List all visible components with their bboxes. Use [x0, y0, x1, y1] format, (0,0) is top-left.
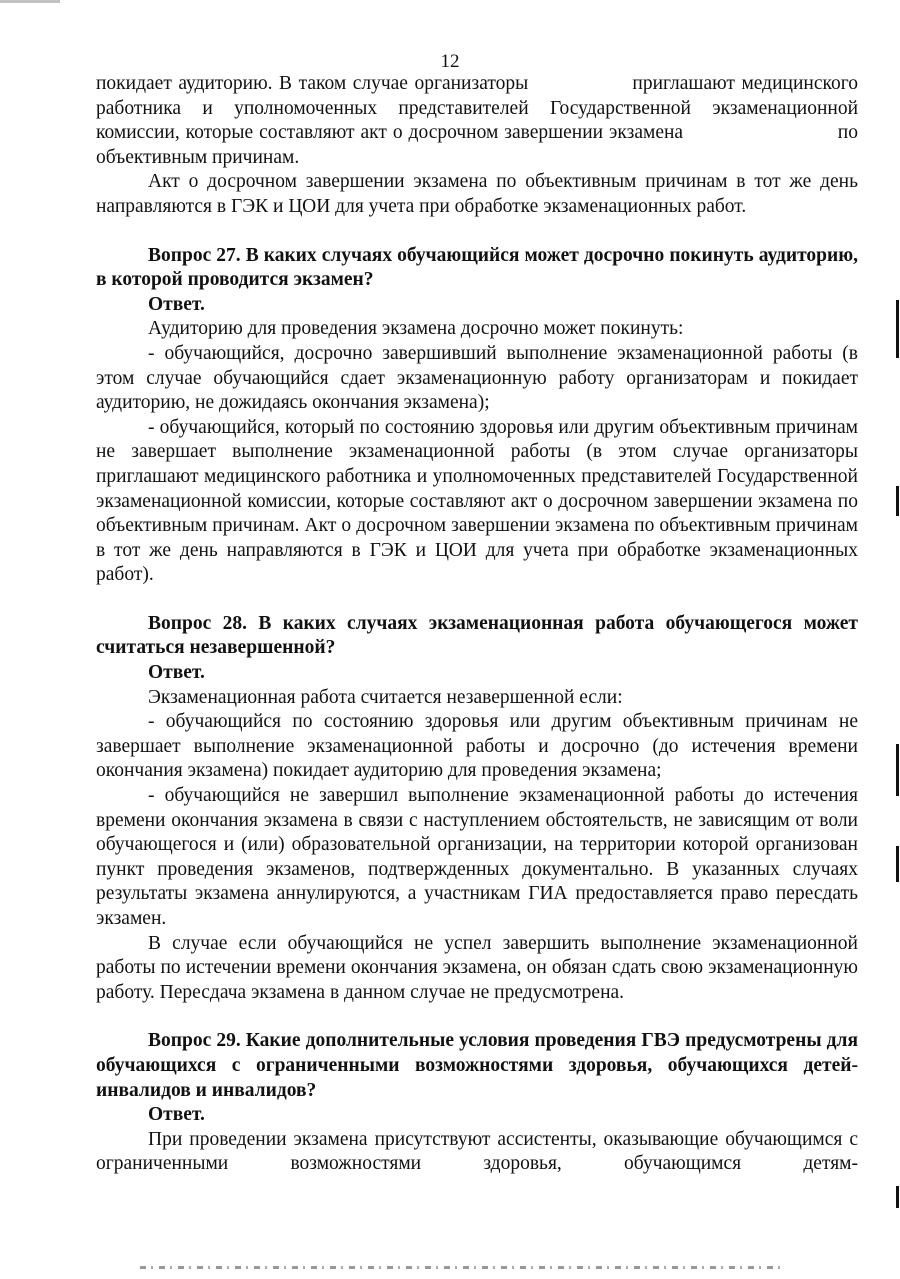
scan-edge-mark: [896, 744, 899, 796]
paragraph-gap: [96, 220, 858, 244]
paragraph: Акт о досрочном завершении экзамена по объективным причинам в тот же день направляются в ГЭК и ЦОИ для учета при обработке экзаменационных работ.: [96, 171, 863, 217]
page-number: 12: [440, 51, 460, 72]
section-heading: Ответ.: [148, 662, 205, 684]
paragraph-gap: [96, 1005, 858, 1029]
section-heading: Вопрос 29. Какие дополнительные условия проведения ГВЭ предусмотрены для обучающихся с ограниченными возможностями здоровья, обучающихся детей-инвалидов и инвалидов?: [96, 1030, 863, 1101]
paragraph: Экзаменационная работа считается незавершенной если:: [148, 686, 623, 708]
paragraph: При проведении экзамена присутствуют ассистенты, оказывающие обучающимся с ограниченными возможностями здоровья, обучающимся детям-: [96, 1128, 863, 1175]
paragraph: Аудиторию для проведения экзамена досрочно может покинуть:: [148, 318, 684, 340]
document-body: [96, 72, 863, 1177]
paragraph: В случае если обучающийся не успел завершить выполнение экзаменационной работы по истечении времени окончания экзамена, он обязан сдать свою экзаменационную работу. Пересдача экзамена в данном случае не предусмотрена.: [96, 932, 863, 1003]
paragraph: - обучающийся, который по состоянию здоровья или другим объективным причинам не завершает выполнение экзаменационной работы (в этом случае организаторы приглашают медицинского работника и уполномоченных представителей Государственной экзаменационной комиссии, которые составляют акт о досрочном завершении экзамена по объективным причинам. Акт о досрочном завершении экзамена по объективным причинам в тот же день направляются в ГЭК и ЦОИ для учета при обработке экзаменационных работ).: [96, 416, 863, 586]
scan-artifact: [0, 0, 60, 3]
paragraph: покидает аудиторию. В таком случае организаторы приглашают медицинского работника и уполномоченных представителей Государственной экзаменационной комиссии, которые составляют акт о досрочном завершении экзамена по объективным причинам.: [96, 73, 863, 168]
section-heading: Вопрос 28. В каких случаях экзаменационная работа обучающегося может считаться незавершенной?: [96, 612, 863, 659]
scan-edge-mark: [896, 1186, 899, 1208]
paragraph: - обучающийся не завершил выполнение экзаменационной работы до истечения времени окончания экзамена в связи с наступлением обстоятельств, не зависящим от воли обучающегося и (или) образовательной организации, на территории которой организован пункт проведения экзаменов, подтвержденных документально. В указанных случаях результаты экзамена аннулируются, а участникам ГИА предоставляется право пересдать экзамен.: [96, 785, 863, 929]
paragraph: - обучающийся по состоянию здоровья или другим объективным причинам не завершает выполнение экзаменационной работы и досрочно (до истечения времени окончания экзамена) покидает аудиторию для проведения экзамена;: [96, 711, 863, 782]
paragraph-gap: [96, 588, 858, 612]
scan-edge-mark: [896, 846, 899, 882]
section-heading: Ответ.: [148, 293, 205, 315]
section-heading: Вопрос 27. В каких случаях обучающийся может досрочно покинуть аудиторию, в которой проводится экзамен?: [96, 244, 863, 291]
paragraph: - обучающийся, досрочно завершивший выполнение экзаменационной работы (в этом случае обучающийся сдает экзаменационную работу организаторам и покидает аудиторию, не дожидаясь окончания экзамена);: [96, 342, 863, 414]
scan-artifact: [140, 1266, 780, 1269]
scan-edge-mark: [896, 486, 899, 516]
scan-edge-mark: [896, 300, 899, 358]
section-heading: Ответ.: [148, 1104, 205, 1126]
